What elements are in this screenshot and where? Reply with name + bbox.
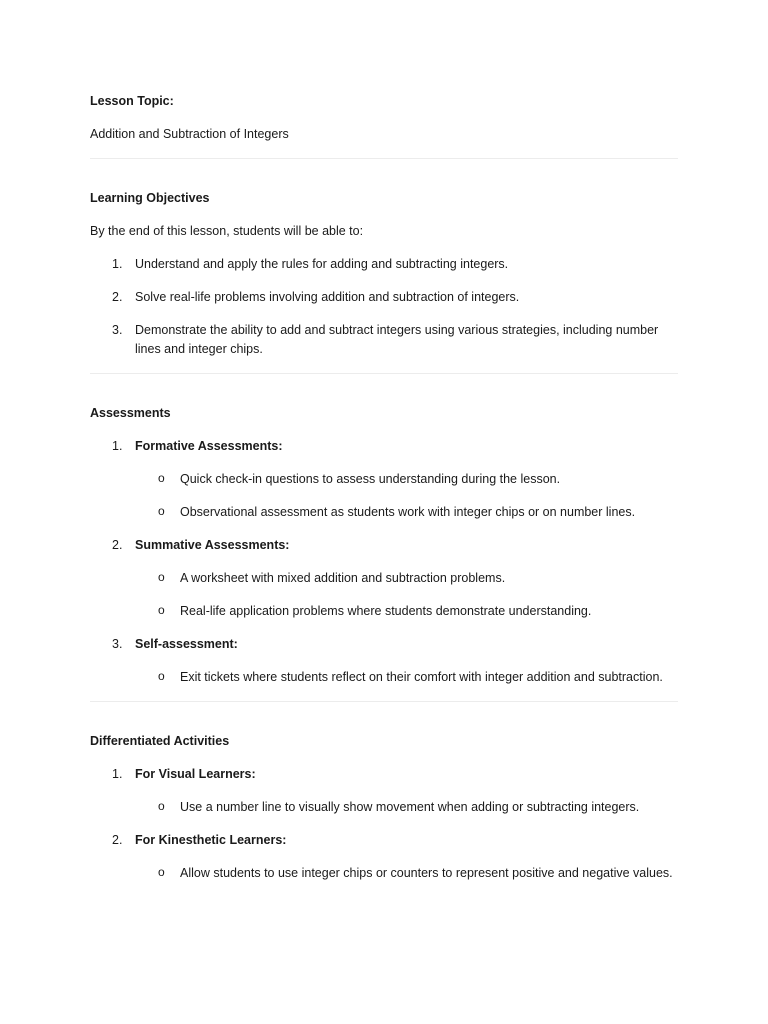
list-item — [90, 255, 678, 274]
list-number: 1. — [112, 257, 123, 271]
bullet-icon: o — [158, 603, 165, 617]
list-item — [90, 288, 678, 307]
list-number: 3. — [112, 323, 123, 337]
list-number: 1. — [112, 439, 123, 453]
section-divider — [90, 701, 678, 702]
objectives-intro: By the end of this lesson, students will be able to: — [90, 224, 364, 238]
bullet-list — [135, 798, 678, 817]
bullet-item — [135, 503, 678, 522]
section-divider — [90, 158, 678, 159]
bullet-text: Quick check-in questions to assess understanding during the lesson. — [180, 472, 561, 486]
bullet-text: Real-life application problems where students demonstrate understanding. — [180, 604, 592, 618]
bullet-text: Allow students to use integer chips or counters to represent positive and negative values. — [180, 866, 673, 880]
bullet-list — [135, 470, 678, 522]
list-number: 2. — [112, 833, 123, 847]
list-item — [90, 635, 678, 687]
bullet-item — [135, 470, 678, 489]
differentiated-list — [90, 765, 678, 883]
list-item-title: For Kinesthetic Learners: — [135, 833, 287, 847]
lesson-topic-value: Addition and Subtraction of Integers — [90, 127, 289, 141]
bullet-icon: o — [158, 471, 165, 485]
list-item-title: Self-assessment: — [135, 637, 238, 651]
bullet-list — [135, 569, 678, 621]
assessments-list — [90, 437, 678, 687]
bullet-list — [135, 668, 678, 687]
lesson-topic-label: Lesson Topic: — [90, 94, 174, 108]
bullet-icon: o — [158, 504, 165, 518]
assessments-heading: Assessments — [90, 406, 171, 420]
section-divider — [90, 373, 678, 374]
bullet-icon: o — [158, 799, 165, 813]
list-item-text: Understand and apply the rules for adding and subtracting integers. — [135, 257, 509, 271]
bullet-item — [135, 602, 678, 621]
list-item — [90, 437, 678, 522]
bullet-item — [135, 668, 678, 687]
list-number: 2. — [112, 290, 123, 304]
bullet-icon: o — [158, 865, 165, 879]
list-number: 1. — [112, 767, 123, 781]
list-number: 3. — [112, 637, 123, 651]
bullet-icon: o — [158, 570, 165, 584]
list-item-title: Formative Assessments: — [135, 439, 283, 453]
list-item — [90, 831, 678, 883]
objectives-list — [90, 255, 678, 359]
differentiated-heading: Differentiated Activities — [90, 734, 230, 748]
list-item — [90, 321, 678, 359]
bullet-text: A worksheet with mixed addition and subtraction problems. — [180, 571, 506, 585]
objectives-heading: Learning Objectives — [90, 191, 210, 205]
list-item-text: Demonstrate the ability to add and subtract integers using various strategies, including number lines and integer chips. — [135, 323, 659, 356]
bullet-text: Use a number line to visually show movement when adding or subtracting integers. — [180, 800, 640, 814]
list-item-title: Summative Assessments: — [135, 538, 290, 552]
list-item-text: Solve real-life problems involving addition and subtraction of integers. — [135, 290, 520, 304]
document-content — [90, 92, 678, 897]
bullet-item — [135, 798, 678, 817]
bullet-item — [135, 864, 678, 883]
list-item — [90, 536, 678, 621]
bullet-text: Exit tickets where students reflect on their comfort with integer addition and subtraction. — [180, 670, 663, 684]
list-item-title: For Visual Learners: — [135, 767, 256, 781]
bullet-item — [135, 569, 678, 588]
bullet-text: Observational assessment as students work with integer chips or on number lines. — [180, 505, 636, 519]
bullet-list — [135, 864, 678, 883]
list-number: 2. — [112, 538, 123, 552]
bullet-icon: o — [158, 669, 165, 683]
list-item — [90, 765, 678, 817]
